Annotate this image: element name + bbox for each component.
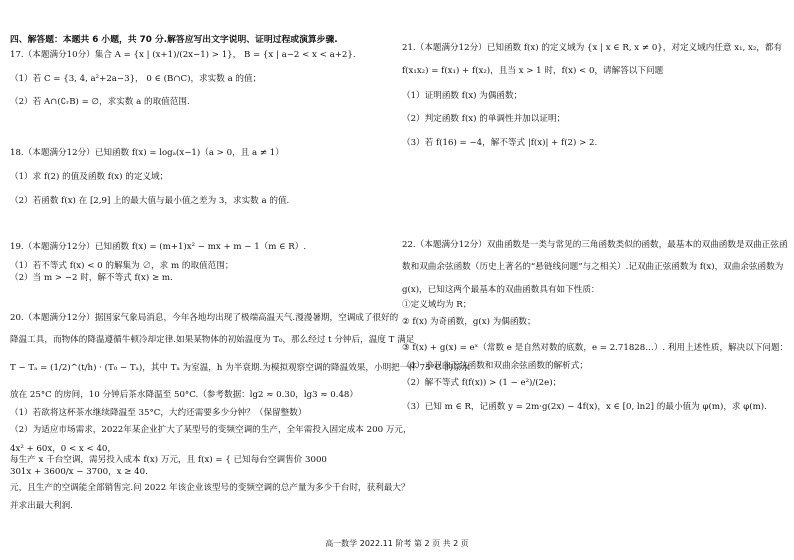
question-line-q20-1: （1）若欲将这杯茶水继续降温至 35°C，大约还需要多少分钟？（保留整数） <box>10 408 307 418</box>
question-line-q18-stem: 18.（本题满分12分）已知函数 f(x) = logₐ(x−1)（a > 0，且 a ≠ 1） <box>10 148 284 158</box>
question-line-q19-1: （1）若不等式 f(x) < 0 的解集为 ∅，求 m 的取值范围； <box>10 261 234 271</box>
question-line-q20-f2: 301x + 3600/x − 3700，x ≥ 40. <box>10 467 148 477</box>
question-line-q22-p2: ② f(x) 为奇函数，g(x) 为偶函数； <box>402 317 536 327</box>
question-line-q17-stem: 17.（本题满分10分）集合 A = {x | (x+1)/(2x−1) > 1}， B = {x | a−2 < x < a+2}. <box>10 50 356 60</box>
question-line-q20-e: 每生产 x 千台空调，需另投入成本 f(x) 万元，且 f(x) = { 已知每台空调售价 3000 <box>10 455 327 465</box>
question-line-q21-b: f(x₁x₂) = f(x₁) + f(x₂)，且当 x > 1 时，f(x) < 0，请解答以下问题 <box>402 66 664 76</box>
question-line-q18-2: （2）若函数 f(x) 在 [2,9] 上的最大值与最小值之差为 3，求实数 a 的值. <box>10 196 290 206</box>
question-line-q21-stem: 21.（本题满分12分）已知函数 f(x) 的定义域为 {x | x ∈ R, x ≠ 0}，对定义域内任意 x₁, x₂，都有 <box>402 43 783 53</box>
question-line-q17-1: （1）若 C = {3, 4, a²+2a−3}， 0 ∈ (B∩C)，求实数 a 的值； <box>10 74 262 84</box>
question-line-q20-c: T − Tₐ = (1/2)^(t/h) · (T₀ − Tₐ)，其中 Tₐ 为室温，h 为半衰期.为模拟观察空调的降温效果，小明把一杯 75°C 的茶水 <box>10 363 471 373</box>
question-line-q22-b: 数和双曲余弦函数（历史上著名的“悬链线问题”与之相关）.记双曲正弦函数为 f(x)，双曲余弦函数为 <box>402 262 784 272</box>
question-line-q22-p1: ①定义域均为 R； <box>402 300 472 310</box>
page-footer: 高一数学 2022.11 阶考 第 2 页 共 2 页 <box>325 539 469 548</box>
question-line-q22-2: （2）解不等式 f(f(x)) > (1 − e²)/(2e)； <box>402 378 562 388</box>
question-line-q22-3: （3）已知 m ∈ R，记函数 y = 2m·g(2x) − 4f(x)，x ∈ [0, ln2] 的最小值为 φ(m)，求 φ(m). <box>402 402 767 412</box>
question-line-q19-stem: 19.（本题满分12分）已知函数 f(x) = (m+1)x² − mx + m − 1（m ∈ R）. <box>10 242 307 252</box>
question-line-q22-1: （1）求双曲正弦函数和双曲余弦函数的解析式； <box>402 361 588 371</box>
question-line-q19-2: （2）当 m > −2 时，解不等式 f(x) ≥ m. <box>10 273 173 283</box>
question-line-q22-c: g(x)，已知这两个最基本的双曲函数具有如下性质： <box>402 285 600 295</box>
question-line-q21-2: （2）判定函数 f(x) 的单调性并加以证明； <box>402 114 566 124</box>
question-line-q20-d: 放在 25°C 的房间，10 分钟后茶水降温至 50°C.（参考数据：lg2 ≈ 0.30，lg3 ≈ 0.48） <box>10 390 358 400</box>
question-line-q17-2: （2）若 A∩(∁ᵣB) = ∅，求实数 a 的取值范围. <box>10 97 190 107</box>
question-line-q20-h: 并求出最大利润. <box>10 501 73 511</box>
question-line-q22-a: 22.（本题满分12分）双曲函数是一类与常见的三角函数类似的函数，最基本的双曲函数是双曲正弦函 <box>402 240 788 250</box>
question-line-q20-a: 20.（本题满分12分）据国家气象局消息，今年各地均出现了极端高温天气.漫漫暑期，空调成了很好的 <box>10 313 399 323</box>
question-line-q21-3: （3）若 f(16) = −4，解不等式 |f(x)| + f(2) > 2. <box>402 138 598 148</box>
question-line-q20-b: 降温工具，而物体的降温遵循牛顿冷却定律.如果某物体的初始温度为 T₀，那么经过 t 分钟后，温度 T 满足 <box>10 335 415 345</box>
question-line-q22-p3: ③ f(x) + g(x) = eˣ（常数 e 是自然对数的底数，e = 2.71828…）. 利用上述性质，解决以下问题： <box>402 343 789 353</box>
question-line-q20-g: 元，且生产的空调能全部销售完.问 2022 年该企业该型号的变频空调的总产量为多少千台时，获利最大？ <box>10 483 410 493</box>
question-line-q20-2: （2）为适应市场需求，2022年某企业扩大了某型号的变频空调的生产，全年需投入固定成本 200 万元， <box>10 425 412 435</box>
question-line-q18-1: （1）求 f(2) 的值及函数 f(x) 的定义域； <box>10 172 169 182</box>
question-line-q20-f1: 4x² + 60x，0 < x < 40， <box>10 444 116 454</box>
question-line-q21-1: （1）证明函数 f(x) 为偶函数； <box>402 91 523 101</box>
section-title: 四、解答题：本题共 6 小题，共 70 分.解答应写出文字说明、证明过程或演算步骤. <box>10 35 338 45</box>
